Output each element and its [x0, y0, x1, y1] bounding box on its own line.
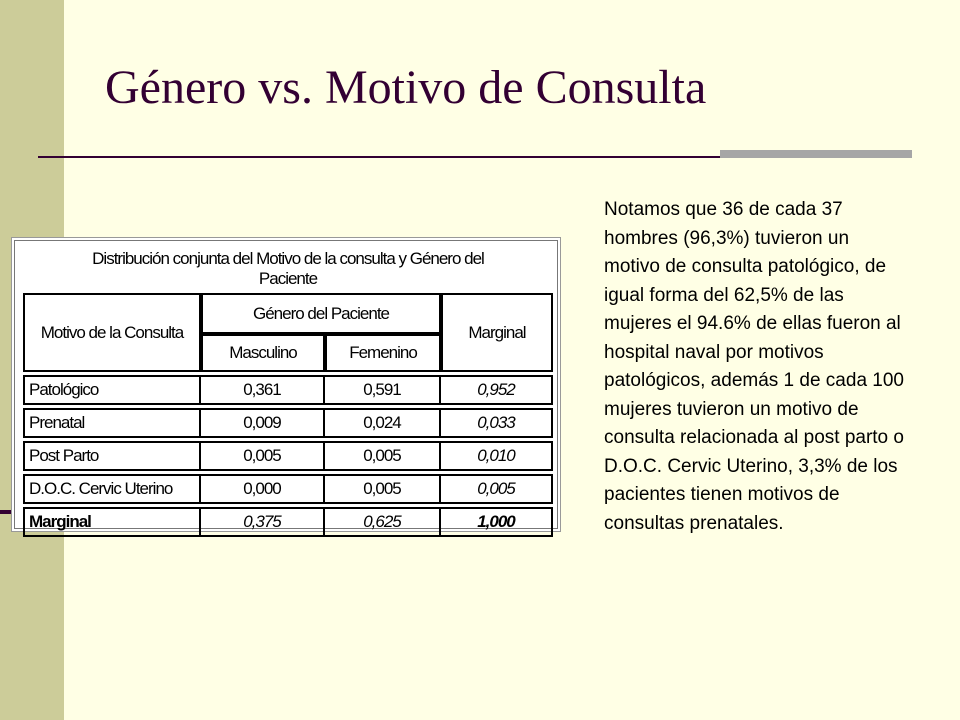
- cell-marginal: 0,952: [441, 375, 553, 405]
- distribution-table: [23, 245, 553, 537]
- row-label: Patológico: [23, 375, 201, 405]
- table-header-row-1: [23, 293, 553, 334]
- table-row: [23, 408, 553, 438]
- table-row: [23, 474, 553, 504]
- table-total-row: [23, 507, 553, 537]
- cell-masculino: 0,009: [201, 408, 325, 438]
- cell-masculino: 0,361: [201, 375, 325, 405]
- cell-femenino: 0,024: [325, 408, 441, 438]
- table-caption-row: [23, 245, 553, 293]
- slide-title: Género vs. Motivo de Consulta: [105, 61, 707, 114]
- table-caption-line-1: Distribución conjunta del Motivo de la consulta y Género del: [92, 249, 484, 268]
- cell-femenino: 0,591: [325, 375, 441, 405]
- cell-femenino: 0,005: [325, 441, 441, 471]
- title-underline-accent: [720, 150, 912, 158]
- cell-marginal: 0,033: [441, 408, 553, 438]
- row-label: Post Parto: [23, 441, 201, 471]
- header-genero: Género del Paciente: [201, 293, 441, 334]
- total-masculino: 0,375: [201, 507, 325, 537]
- cell-marginal: 0,005: [441, 474, 553, 504]
- total-row-label: Marginal: [23, 507, 201, 537]
- row-label: D.O.C. Cervic Uterino: [23, 474, 201, 504]
- table-caption: [23, 245, 553, 293]
- slide-body-text: Notamos que 36 de cada 37 hombres (96,3%) tuvieron un motivo de consulta patológico, de igual forma del 62,5% de las mujeres el 94.6% de ellas fueron al hospital naval por motivos patológicos, además 1 de cada 100 mujeres tuvieron un motivo de consulta relacionada al post parto o D.O.C. Cervic Uterino, 3,3% de los pacientes tienen motivos de consultas prenatales.: [604, 199, 904, 534]
- cell-masculino: 0,000: [201, 474, 325, 504]
- cell-femenino: 0,005: [325, 474, 441, 504]
- distribution-table-image: [14, 240, 558, 529]
- cell-marginal: 0,010: [441, 441, 553, 471]
- header-motivo: Motivo de la Consulta: [23, 293, 201, 372]
- total-marginal: 1,000: [441, 507, 553, 537]
- table-row: [23, 375, 553, 405]
- row-label: Prenatal: [23, 408, 201, 438]
- header-femenino: Femenino: [325, 334, 441, 372]
- total-femenino: 0,625: [325, 507, 441, 537]
- header-masculino: Masculino: [201, 334, 325, 372]
- table-caption-line-2: Paciente: [258, 269, 318, 288]
- table-row: [23, 441, 553, 471]
- header-marginal: Marginal: [441, 293, 553, 372]
- cell-masculino: 0,005: [201, 441, 325, 471]
